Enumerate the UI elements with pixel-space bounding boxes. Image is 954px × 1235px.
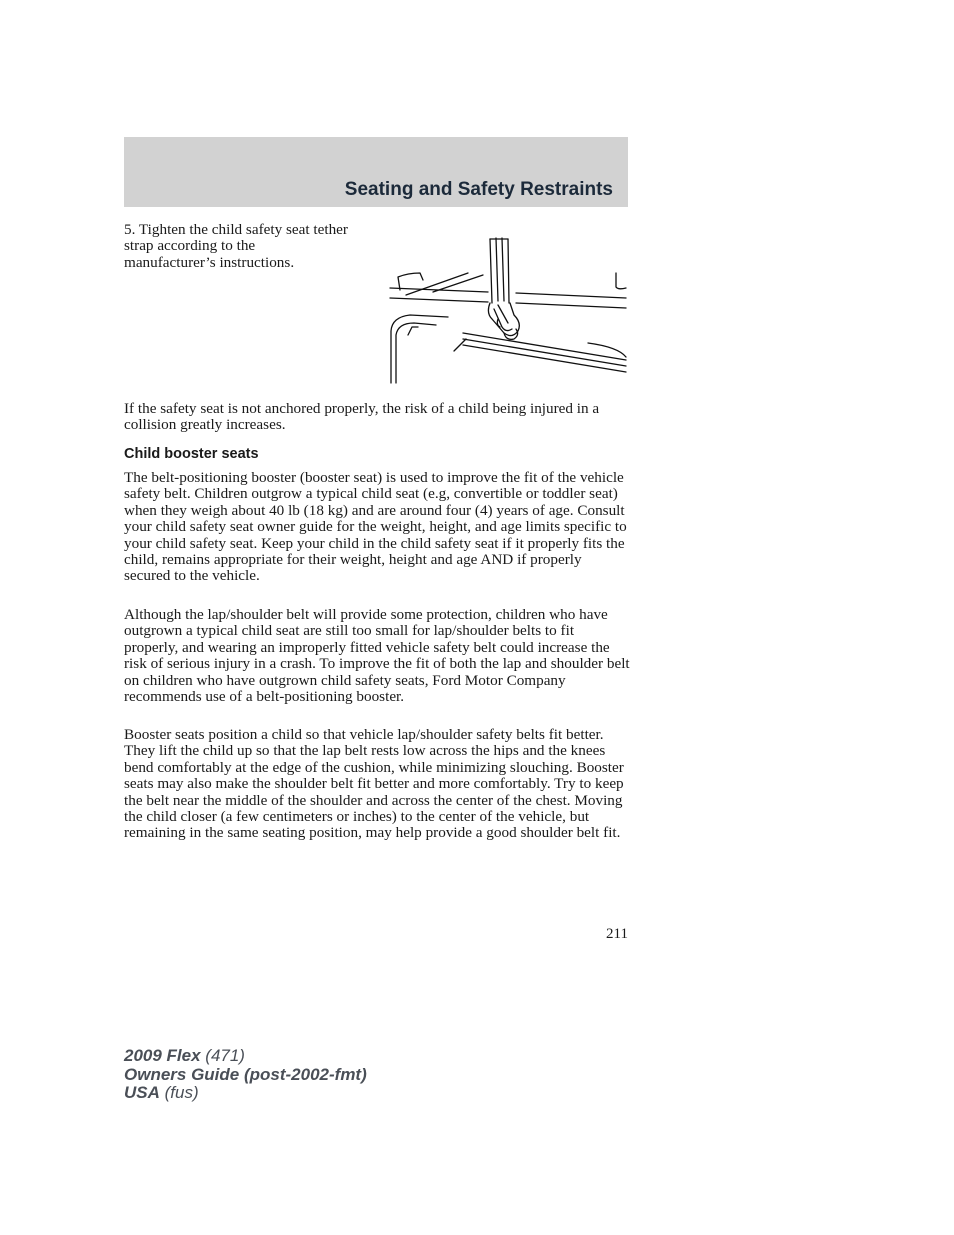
tether-strap-illustration: [388, 235, 630, 385]
footer-line-guide: [124, 1066, 367, 1085]
warning-paragraph: If the safety seat is not anchored properly, the risk of a child being injured in a collision greatly increases.: [124, 400, 600, 434]
body-paragraph: Booster seats position a child so that vehicle lap/shoulder safety belts fit better. They lift the child up so that the lap belt rests low across the hips and the knees bend comfortably at the edge of the cushion, while minimizing slouching. Booster seats may also make the shoulder belt fit better and more comfortably. Try to keep the belt near the middle of the shoulder and across the center of the chest. Moving the child closer (a few centimeters or inches) to the center of the vehicle, but remaining in the same seating position, may help provide a good shoulder belt fit.: [124, 726, 624, 842]
footer-model: 2009 Flex: [124, 1046, 201, 1065]
step-instruction: 5. Tighten the child safety seat tether strap according to the manufacturer’s instructions.: [124, 221, 348, 271]
body-paragraph: The belt-positioning booster (booster seat) is used to improve the fit of the vehicle safety belt. Children outgrow a typical child seat (e.g, convertible or toddler seat) when they weigh about 40 lb (18 kg) and are around four (4) years of age. Consult your child safety seat owner guide for the weight, height, and age limits specific to your child safety seat. Keep your child in the child safety seat if it properly fits the child, remains appropriate for their weight, height and age AND if properly secured to the vehicle.: [124, 469, 627, 585]
page-number: 211: [606, 926, 628, 942]
section-heading: Child booster seats: [124, 446, 259, 462]
footer-market-code: (fus): [159, 1083, 199, 1102]
footer-line-market: [124, 1084, 367, 1103]
footer-market: USA: [124, 1083, 160, 1102]
section-header: [124, 137, 628, 207]
body-paragraph: Although the lap/shoulder belt will provide some protection, children who have outgrown a typical child seat are still too small for lap/shoulder belts to fit properly, and wearing an improperly fitted vehicle safety belt could increase the risk of serious injury in a crash. To improve the fit of both the lap and shoulder belt on children who have outgrown child safety seats, Ford Motor Company recommends use of a belt-positioning booster.: [124, 606, 630, 706]
footer-guide: Owners Guide (post-2002-fmt): [124, 1064, 367, 1084]
section-title: Seating and Safety Restraints: [344, 179, 613, 200]
footer-line-model: [124, 1047, 367, 1066]
footer-model-code: (471): [200, 1046, 245, 1065]
document-footer: [124, 1047, 367, 1103]
